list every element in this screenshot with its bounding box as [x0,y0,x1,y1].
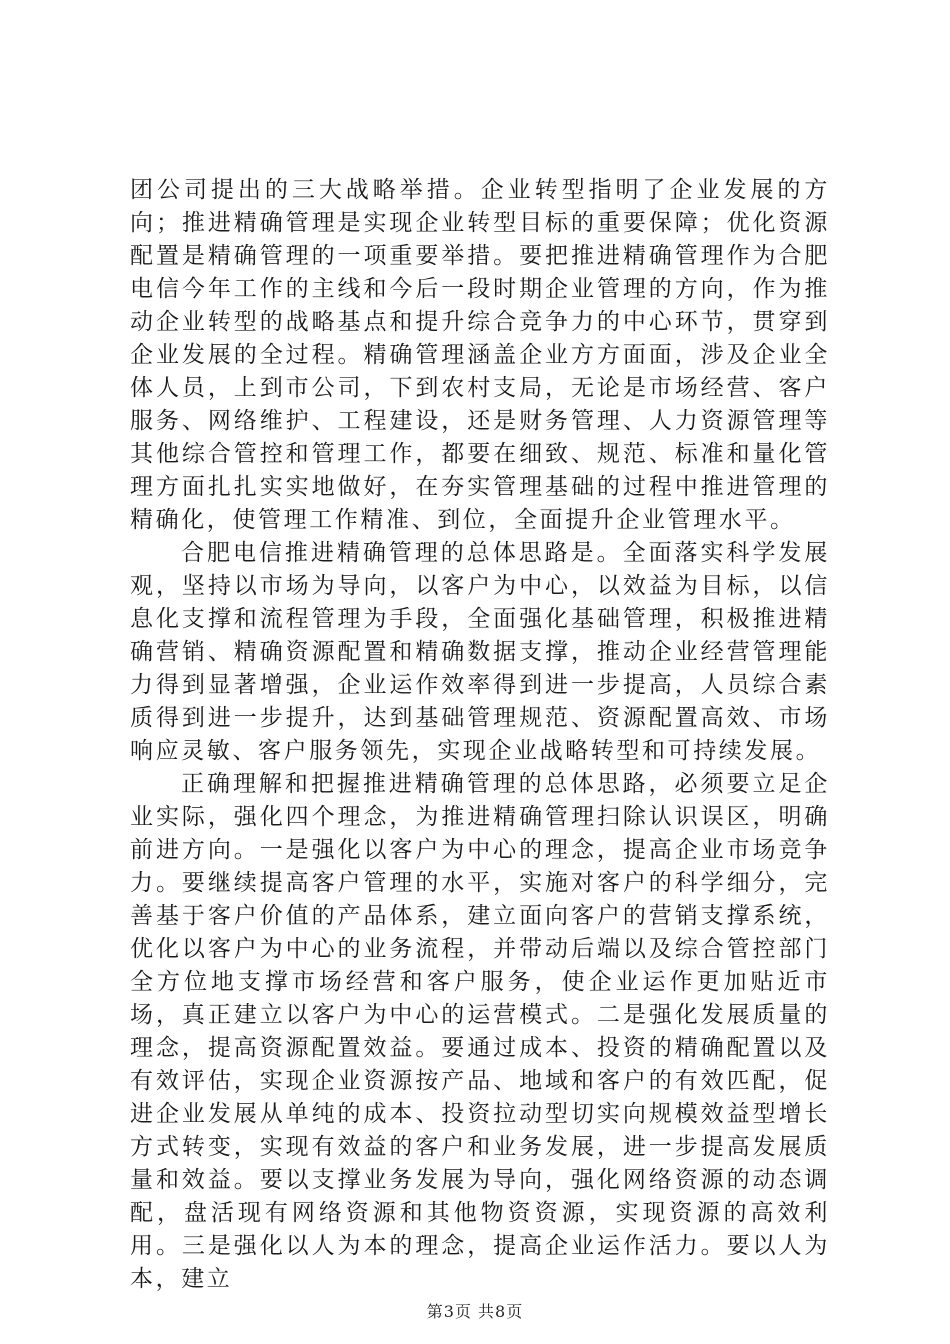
paragraph-1: 团公司提出的三大战略举措。企业转型指明了企业发展的方向；推进精确管理是实现企业转型目标的重要保障；优化资源配置是精确管理的一项重要举措。要把推进精确管理作为合肥电信今年工作的主线和今后一段时期企业管理的方向，作为推动企业转型的战略基点和提升综合竞争力的中心环节，贯穿到企业发展的全过程。精确管理涵盖企业方方面面，涉及企业全体人员，上到市公司，下到农村支局，无论是市场经营、客户服务、网络维护、工程建设，还是财务管理、人力资源管理等其他综合管控和管理工作，都要在细致、规范、标准和量化管理方面扎扎实实地做好，在夯实管理基础的过程中推进管理的精确化，使管理工作精准、到位，全面提升企业管理水平。 [130,177,830,533]
page-number-footer: 第3页 共8页 [426,1302,524,1321]
paragraph-3: 正确理解和把握推进精确管理的总体思路，必须要立足企业实际，强化四个理念，为推进精确管理扫除认识误区，明确前进方向。一是强化以客户为中心的理念，提高企业市场竞争力。要继续提高客户管理的水平，实施对客户的科学细分，完善基于客户价值的产品体系，建立面向客户的营销支撑系统，优化以客户为中心的业务流程，并带动后端以及综合管控部门全方位地支撑市场经营和客户服务，使企业运作更加贴近市场，真正建立以客户为中心的运营模式。二是强化发展质量的理念，提高资源配置效益。要通过成本、投资的精确配置以及有效评估，实现企业资源按产品、地域和客户的有效匹配，促进企业发展从单纯的成本、投资拉动型切实向规模效益型增长方式转变，实现有效益的客户和业务发展，进一步提高发展质量和效益。要以支撑业务发展为导向，强化网络资源的动态调配，盘活现有网络资源和其他物资资源，实现资源的高效利用。三是强化以人为本的理念，提高企业运作活力。要以人为本，建立 [130,771,830,1292]
document-body [130,174,830,1296]
paragraph-2: 合肥电信推进精确管理的总体思路是。全面落实科学发展观，坚持以市场为导向，以客户为中心，以效益为目标，以信息化支撑和流程管理为手段，全面强化基础管理，积极推进精确营销、精确资源配置和精确数据支撑，推动企业经营管理能力得到显著增强，企业运作效率得到进一步提高，人员综合素质得到进一步提升，达到基础管理规范、资源配置高效、市场响应灵敏、客户服务领先，实现企业战略转型和可持续发展。 [130,540,830,764]
